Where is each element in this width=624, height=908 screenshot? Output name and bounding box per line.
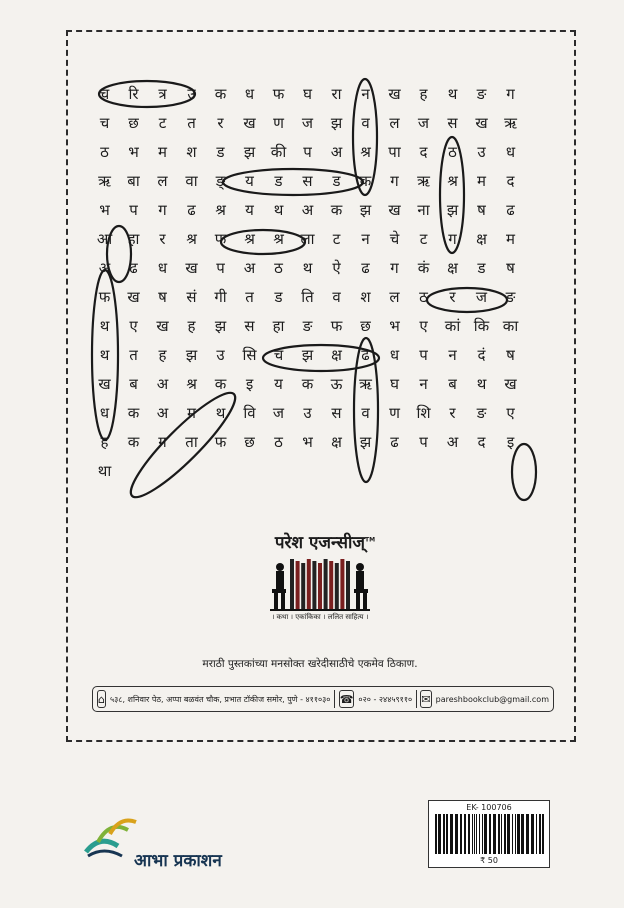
grid-letter: ङ [476,404,487,422]
grid-letter: ण [389,404,400,422]
grid-letter: र [217,114,224,132]
grid-letter: ह [158,346,167,364]
grid-letter: श्र [273,230,284,248]
grid-letter: म [506,230,515,248]
grid-letter: ड [274,172,283,190]
grid-letter: झ [214,317,227,335]
grid-letter: च [99,114,110,132]
grid-letter: प [129,201,138,219]
grid-letter: ज [301,114,314,132]
grid-letter: च [99,85,110,103]
grid-letter: ग [158,433,167,451]
grid-letter: य [245,201,254,219]
grid-letter: ड [216,143,225,161]
grid-letter: ह [100,433,109,451]
grid-letter: न [448,346,457,364]
grid-letter: ङ [302,317,313,335]
grid-letter: इ [245,375,254,393]
grid-letter: ङ् [215,172,226,190]
grid-letter: ख [388,201,401,219]
grid-letter: झ [330,114,343,132]
grid-letter: क [127,433,140,451]
grid-letter: श [360,288,371,306]
grid-letter: स [302,172,313,190]
grid-letter: शि [416,404,431,422]
barcode [428,800,550,868]
grid-letter: रा [331,85,342,103]
grid-letter: त [187,114,196,132]
grid-letter: ध [157,259,168,277]
grid-letter: क्ष [476,230,487,248]
grid-letter: श्र [186,230,197,248]
grid-letter: त्र [158,85,167,103]
grid-letter: घ [303,85,312,103]
grid-letter: म [158,143,167,161]
grid-letter: न [361,85,370,103]
grid-letter: क्ष [331,433,342,451]
grid-letter: कि [473,317,490,335]
grid-letter: भ [302,433,313,451]
email-icon: ✉ [420,690,431,708]
grid-letter: ख [243,114,256,132]
abha-logo-icon [80,812,140,862]
phone-icon: ☎ [339,690,355,708]
grid-letter: ण [273,114,284,132]
grid-letter: ङ [505,288,516,306]
grid-letter: अ [156,404,169,422]
grid-letter: वा [185,172,198,190]
grid-letter: भ [99,201,110,219]
grid-letter: अ [446,433,459,451]
grid-letter: ता [185,433,198,451]
grid-letter: की [270,143,287,161]
publisher-logo [268,553,372,613]
grid-letter: ट [332,230,341,248]
grid-letter: अ [330,143,343,161]
grid-letter: वि [243,404,256,422]
grid-letter: ग [390,259,399,277]
grid-letter: न [361,230,370,248]
grid-letter: झ [301,346,314,364]
phone-text: ०२० - २४४५९११० [358,694,413,704]
grid-letter: प [216,259,225,277]
grid-letter: रि [128,85,139,103]
grid-letter: सि [242,346,257,364]
grid-letter: ढ [187,201,196,219]
grid-letter: झ [359,201,372,219]
grid-letter: ग [506,85,515,103]
grid-letter: श्र [244,230,255,248]
slogan: मराठी पुस्तकांच्या मनसोक्त खरेदीसाठीचे एकमेव ठिकाण. [202,658,418,670]
grid-letter: चे [389,230,400,248]
grid-letter: क [330,201,343,219]
grid-letter: का [502,317,519,335]
grid-letter: बा [127,172,140,190]
grid-letter: प [419,433,428,451]
grid-letter: फ [214,433,227,451]
grid-letter: झ [359,433,372,451]
grid-letter: ब [129,375,138,393]
grid-letter: ऐ [332,259,341,277]
grid-letter: कं [417,259,430,277]
grid-letter: ख [98,375,111,393]
grid-letter: ए [129,317,138,335]
grid-letter: अ [243,259,256,277]
grid-letter: हा [127,230,140,248]
grid-letter: ख [185,259,198,277]
grid-letter: य [245,172,254,190]
grid-letter: च [273,346,284,364]
grid-letter: उ [216,346,225,364]
contact-bar [92,686,554,712]
price: ₹ 50 [480,856,498,865]
grid-letter: झ [446,201,459,219]
grid-letter: म [477,172,486,190]
grid-letter: श्र [215,201,226,219]
grid-letter: क [214,375,227,393]
grid-letter: पा [388,143,401,161]
grid-letter: ग [390,172,399,190]
grid-letter: ग [448,230,457,248]
grid-letter: ह [187,317,196,335]
barcode-code: EK- 100706 [466,803,512,812]
grid-letter: झ [185,346,198,364]
grid-letter: ङ [476,85,487,103]
grid-letter: ढ [390,433,399,451]
grid-letter: झ [243,143,256,161]
grid-letter: ष [506,259,515,277]
grid-letter: उ [187,85,196,103]
grid-letter: श्र [360,143,371,161]
grid-letter: ना [417,201,430,219]
grid-letter: प [419,346,428,364]
grid-letter: त [129,346,138,364]
grid-letter: छ [128,114,139,132]
grid-letter: ज [475,288,488,306]
grid-letter: थ [99,346,110,364]
grid-letter: थ [302,259,313,277]
grid-letter: ध [99,404,110,422]
grid-letter: ऋ [417,172,430,190]
grid-letter: हा [272,317,285,335]
grid-letter: स [447,114,458,132]
brand-name: आभा प्रकाशन [134,851,222,871]
grid-letter: ए [419,317,428,335]
home-icon: ⌂ [97,690,106,708]
grid-letter: ठ [448,143,457,161]
grid-letter: गी [214,288,227,306]
grid-letter: कां [444,317,461,335]
grid-letter: द [477,433,486,451]
grid-letter: स [244,317,255,335]
grid-letter: सं [186,288,197,306]
grid-letter: य [274,375,283,393]
grid-letter: ठ [100,143,109,161]
grid-letter: ड [477,259,486,277]
grid-letter: ज [272,404,285,422]
grid-letter: श्र [186,375,197,393]
grid-letter: क्ष [447,259,458,277]
publisher-tagline: । कथा । एकांकिका । ललित साहित्य । [271,613,369,621]
grid-letter: ल [157,172,168,190]
grid-letter: अ [98,259,111,277]
grid-letter: ष [158,288,167,306]
grid-letter: ऋ [359,375,372,393]
grid-letter: ष [477,201,486,219]
grid-letter: र [159,230,166,248]
word-search-grid [90,80,525,486]
grid-letter: ख [127,288,140,306]
grid-letter: र [449,404,456,422]
grid-letter: उ [477,143,486,161]
grid-letter: ठ [274,433,283,451]
publisher-name: परेश एजन्सीज्™ [274,533,376,553]
grid-letter: ला [300,230,315,248]
email-text[interactable]: pareshbookclub@gmail.com [435,694,549,704]
grid-letter: थ [273,201,284,219]
grid-letter: था [97,462,112,480]
grid-letter: ऊ [330,375,343,393]
grid-letter: व [332,288,341,306]
grid-letter: ग [158,201,167,219]
barcode-bars [435,814,545,854]
grid-letter: थ [447,85,458,103]
grid-letter: ष [506,346,515,364]
grid-letter: इ [506,433,515,451]
grid-letter: ख [388,85,401,103]
grid-letter: थ [476,375,487,393]
grid-letter: ऋ [504,114,517,132]
grid-letter: क्ष [331,346,342,364]
grid-letter: ऋ [98,172,111,190]
grid-letter: न [419,375,428,393]
grid-letter: क [301,375,314,393]
grid-letter: ढ [361,346,370,364]
grid-letter: प [303,143,312,161]
grid-letter: भ [389,317,400,335]
grid-letter: श [186,143,197,161]
grid-letter: उ [303,404,312,422]
grid-letter: स [331,404,342,422]
grid-letter: ए [506,404,515,422]
grid-letter: अ [301,201,314,219]
grid-letter: फ [272,85,285,103]
grid-letter: क [214,85,227,103]
grid-letter: ट [158,114,167,132]
grid-letter: फ [98,288,111,306]
grid-letter: ह [419,85,428,103]
grid-letter: ध [389,346,400,364]
grid-letter: ढ [506,201,515,219]
grid-letter: ड [274,288,283,306]
grid-letter: ढ [361,259,370,277]
grid-letter: र [449,288,456,306]
grid-letter: छ [244,433,255,451]
grid-letter: फ [214,230,227,248]
grid-letter: ल [389,288,400,306]
grid-letter: थ [215,404,226,422]
grid-letter: ति [301,288,314,306]
grid-letter: ठ [419,288,428,306]
grid-letter: ड [332,172,341,190]
grid-letter: ख [475,114,488,132]
grid-letter: व [361,404,370,422]
grid-letter: व [361,114,370,132]
grid-letter: आ [96,230,113,248]
grid-letter: भ [128,143,139,161]
grid-letter: छ [360,317,371,335]
grid-letter: थ [99,317,110,335]
grid-letter: दं [477,346,486,364]
grid-letter: श्र [447,172,458,190]
grid-letter: त [245,288,254,306]
grid-letter: फ [330,317,343,335]
grid-letter: ख [156,317,169,335]
grid-letter: क [359,172,372,190]
grid-letter: क [127,404,140,422]
grid-letter: द [419,143,428,161]
grid-letter: ब [448,375,457,393]
grid-letter: ठ [274,259,283,277]
grid-letter: ध [505,143,516,161]
grid-letter: घ [390,375,399,393]
grid-letter: म [187,404,196,422]
grid-letter: अ [156,375,169,393]
grid-letter: ध [244,85,255,103]
grid-letter: ज [417,114,430,132]
grid-letter: ट [419,230,428,248]
grid-letter: ढ [129,259,138,277]
address-text: ५३८, शनिवार पेठ, अप्पा बळवंत चौक, प्रभात टॉकीज समोर, पुणे - ४११०३० [109,694,331,704]
grid-letter: ख [504,375,517,393]
grid-letter: ल [389,114,400,132]
grid-letter: द [506,172,515,190]
